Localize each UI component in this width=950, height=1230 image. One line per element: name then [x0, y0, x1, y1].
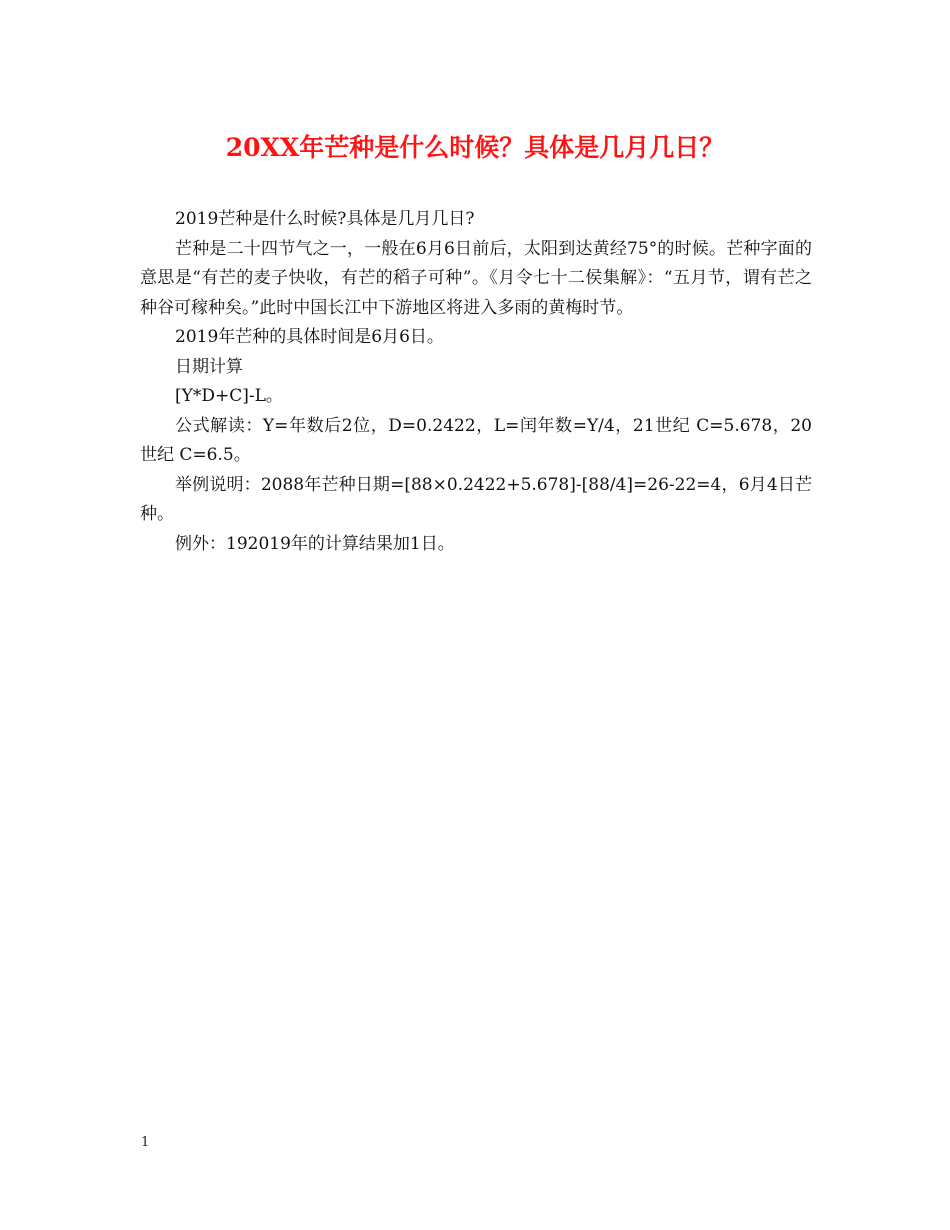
paragraph-formula: [Y*D+C]-L。 — [175, 386, 283, 406]
page-number: 1 — [141, 1135, 150, 1150]
paragraph-date: 2019年芒种的具体时间是6月6日。 — [175, 327, 444, 347]
paragraph-question: 2019芒种是什么时候?具体是几月几日? — [175, 209, 475, 229]
paragraph-formula-explanation: 公式解读：Y=年数后2位，D=0.2422，L=闰年数=Y/4，21世纪 C=5.678，20世纪 C=6.5。 — [140, 415, 812, 465]
paragraph-definition: 芒种是二十四节气之一，一般在6月6日前后，太阳到达黄经75°的时候。芒种字面的意思是“有芒的麦子快收，有芒的稻子可种”。《月令七十二侯集解》：“五月节，谓有芒之种谷可稼种矣。”此时中国长江中下游地区将进入多雨的黄梅时节。 — [140, 238, 812, 318]
paragraph-example: 举例说明：2088年芒种日期=[88×0.2422+5.678]-[88/4]=26-22=4，6月4日芒种。 — [140, 474, 812, 524]
paragraph-exception: 例外：192019年的计算结果加1日。 — [175, 533, 455, 554]
document-title: 20XX年芒种是什么时候？具体是几月几日？ — [225, 133, 725, 162]
document-body — [140, 205, 812, 559]
paragraph-heading-calculation: 日期计算 — [175, 356, 243, 377]
